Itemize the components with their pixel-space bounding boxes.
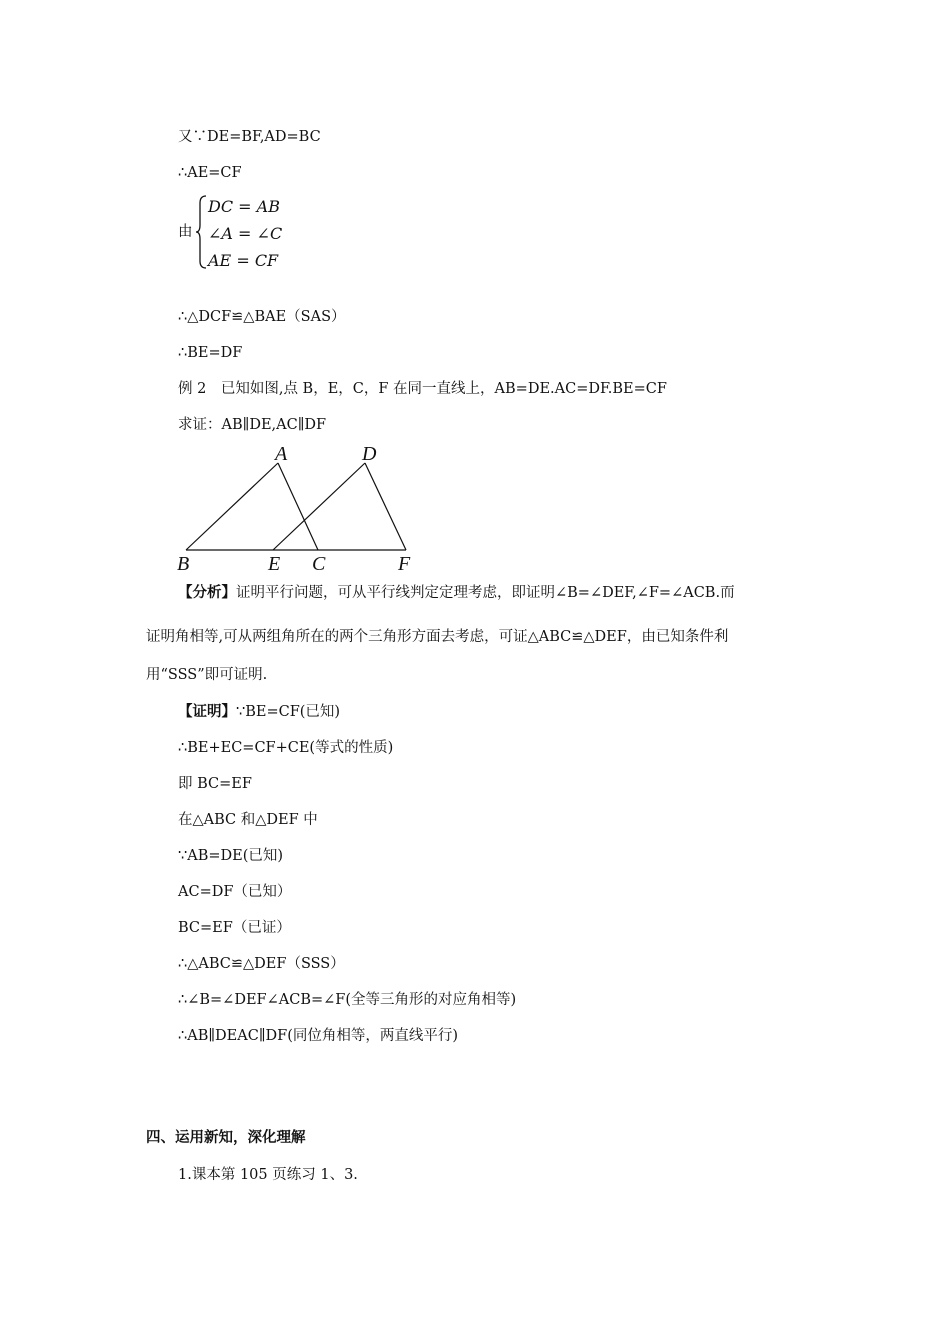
proof-line: BC=EF（已证） <box>178 920 291 936</box>
segment-ac <box>278 463 318 550</box>
text-line: ∴AE=CF <box>178 165 242 181</box>
equation-2: ∠A = ∠C <box>208 224 283 243</box>
label-c: C <box>312 553 326 575</box>
exercise-item: 1.课本第 105 页练习 1、3. <box>178 1167 358 1183</box>
proof-line: 即 BC=EF <box>178 776 252 792</box>
proof-line: AC=DF（已知） <box>178 884 292 900</box>
analysis-text: 证明平行问题，可从平行线判定定理考虑，即证明∠B=∠DEF,∠F=∠ACB.而 <box>236 585 735 601</box>
geometry-figure <box>170 440 430 576</box>
proof-line: ∵AB=DE(已知) <box>178 848 284 864</box>
label-e: E <box>268 553 281 575</box>
proof-line-1 <box>178 702 340 722</box>
label-f: F <box>398 553 411 575</box>
label-b: B <box>177 553 190 575</box>
segment-ab <box>186 463 278 550</box>
proof-line: ∴AB∥DEAC∥DF(同位角相等，两直线平行) <box>178 1028 459 1044</box>
equation-1: DC = AB <box>208 197 280 216</box>
equation-system <box>178 195 338 275</box>
label-a: A <box>275 443 288 465</box>
proof-line: ∴△ABC≌△DEF（SSS） <box>178 956 345 972</box>
segment-de <box>273 463 365 550</box>
analysis-line-3: 用“SSS”即可证明. <box>146 667 268 683</box>
text-line: 又∵DE=BF,AD=BC <box>178 129 321 145</box>
proof-line: ∴BE+EC=CF+CE(等式的性质) <box>178 740 394 756</box>
proof-text: ∵BE=CF(已知) <box>236 704 341 720</box>
system-prefix: 由 <box>178 224 193 240</box>
prove-statement: 求证：AB∥DE,AC∥DF <box>178 417 327 433</box>
left-brace-icon <box>196 195 208 269</box>
text-line: ∴△DCF≌△BAE（SAS） <box>178 309 346 325</box>
proof-tag: 【证明】 <box>178 703 236 720</box>
text-line: ∴BE=DF <box>178 345 243 361</box>
proof-line: ∴∠B=∠DEF∠ACB=∠F(全等三角形的对应角相等) <box>178 992 517 1008</box>
analysis-tag: 【分析】 <box>178 584 236 601</box>
analysis-line-2: 证明角相等,可从两组角所在的两个三角形方面去考虑，可证△ABC≌△DEF，由已知条件利 <box>146 629 729 645</box>
segment-df <box>365 463 406 550</box>
analysis-line-1 <box>178 583 842 603</box>
label-d: D <box>362 443 377 465</box>
section-heading: 四、运用新知，深化理解 <box>146 1129 306 1146</box>
proof-line: 在△ABC 和△DEF 中 <box>178 812 318 828</box>
example-statement: 例 2 已知如图,点 B，E，C，F 在同一直线上，AB=DE.AC=DF.BE=CF <box>178 381 667 397</box>
equation-3: AE = CF <box>208 251 279 270</box>
